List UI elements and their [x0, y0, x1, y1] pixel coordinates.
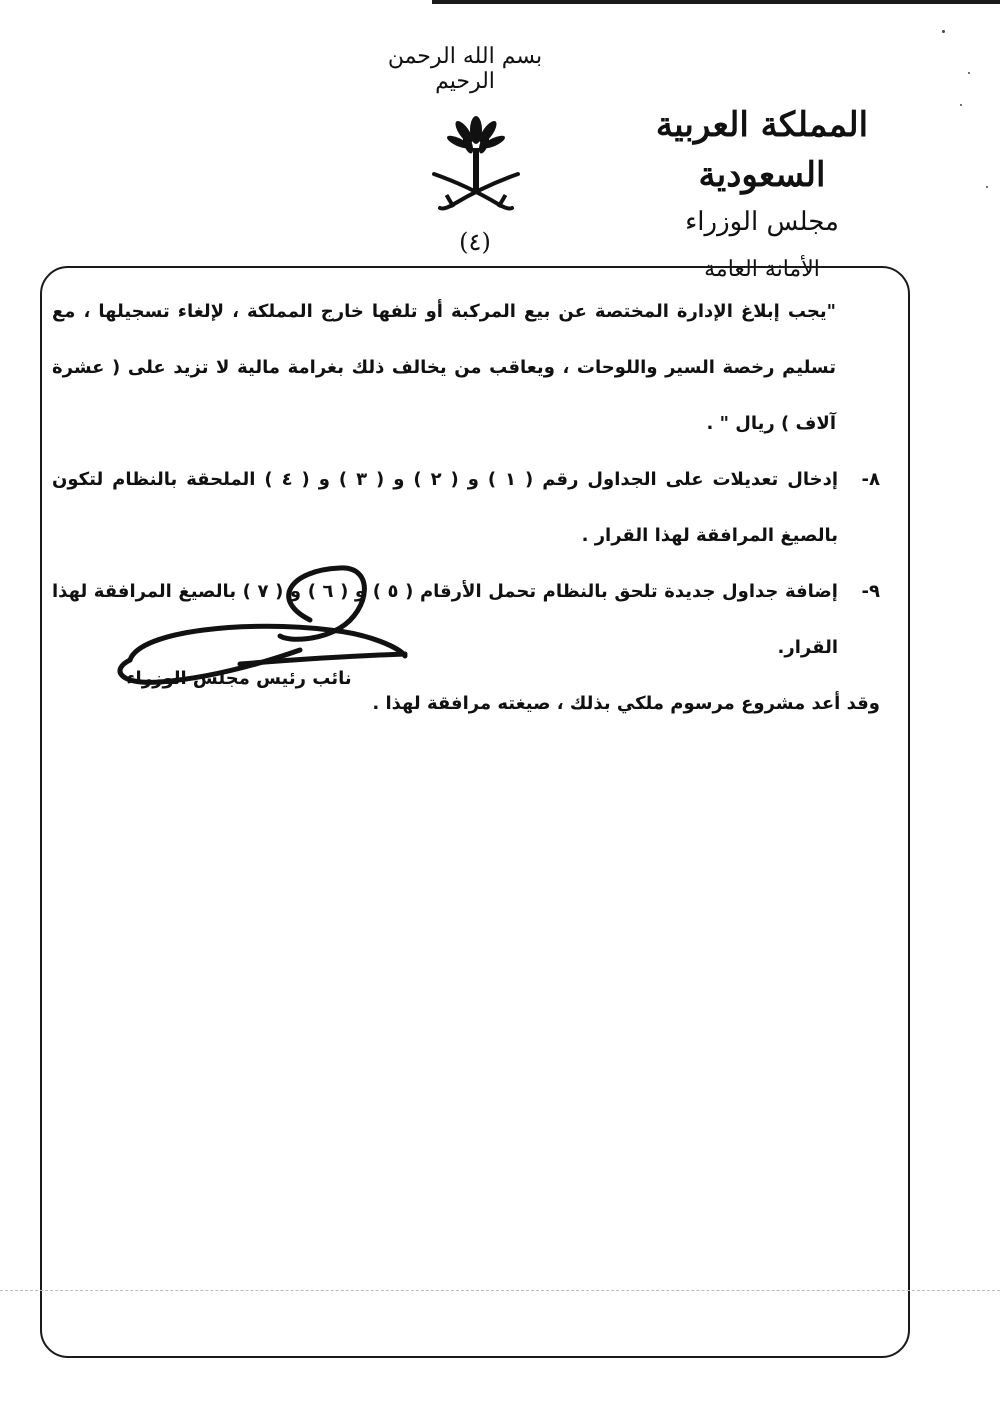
scan-speck	[942, 30, 945, 33]
top-rule	[432, 0, 1000, 4]
item-text: إضافة جداول جديدة تلحق بالنظام تحمل الأرقام ( ٥ ) و ( ٦ ) و ( ٧ ) بالصيغ المرافقة لهذا القرار.	[52, 581, 838, 658]
item-text: إدخال تعديلات على الجداول رقم ( ١ ) و ( ٢ ) و ( ٣ ) و ( ٤ ) الملحقة بالنظام لتكون بالصيغ المرافقة لهذا القرار .	[52, 469, 839, 546]
item-number: ٩-	[861, 581, 880, 602]
scan-fold-line	[0, 1290, 1000, 1291]
signer-title: نائب رئيس مجلس الوزراء	[126, 668, 352, 689]
basmala: بسم الله الرحمن الرحيم	[387, 44, 543, 94]
item-number: ٨-	[861, 469, 880, 490]
secretariat-name: الأمانة العامة	[704, 257, 820, 282]
scan-speck	[986, 186, 988, 188]
scan-speck	[968, 72, 970, 74]
scan-speck	[960, 104, 962, 106]
page-number: (٤)	[459, 228, 491, 256]
list-item	[52, 452, 880, 564]
kingdom-name: المملكة العربية السعودية	[655, 105, 869, 195]
council-name: مجلس الوزراء	[685, 207, 839, 237]
closing-statement: وقد أعد مشروع مرسوم ملكي بذلك ، صيغته مرافقة لهذا .	[372, 693, 880, 714]
saudi-emblem-icon	[428, 108, 524, 220]
quoted-paragraph: "يجب إبلاغ الإدارة المختصة عن بيع المركبة أو تلفها خارج المملكة ، لإلغاء تسجيلها ، مع تسليم رخصة السير واللوحات ، ويعاقب من يخالف ذلك بغرامة مالية لا تزيد على ( عشرة آلاف ) ريال " .	[52, 301, 836, 434]
